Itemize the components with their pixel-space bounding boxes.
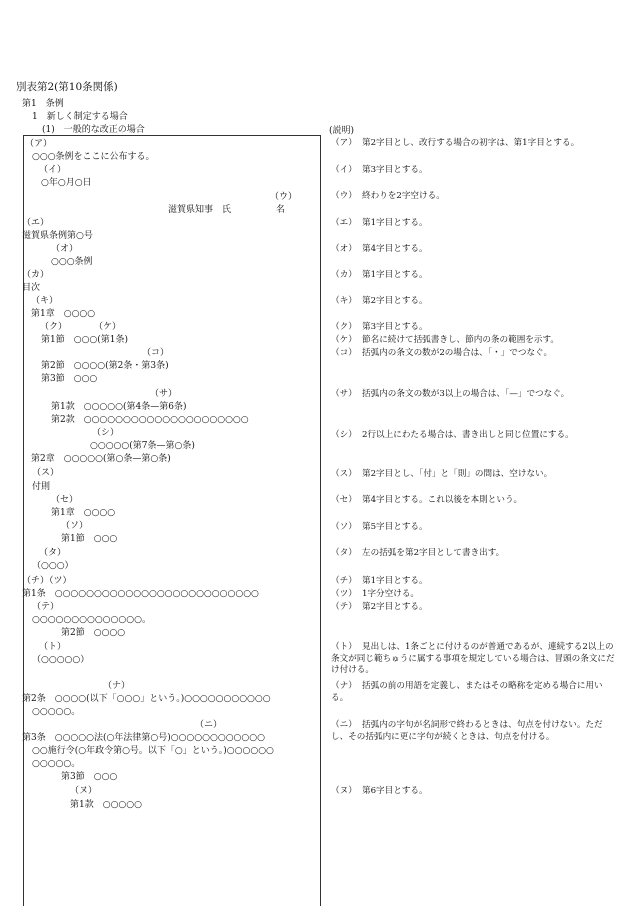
example-line: （○○○○○） xyxy=(32,655,90,665)
note-ni xyxy=(331,720,616,743)
note-shi xyxy=(331,430,616,442)
note-ka xyxy=(331,270,616,282)
note-mark: （ソ） xyxy=(331,522,357,532)
note-text: 第2字目とする。 xyxy=(362,602,428,612)
note-text: 第1字目とする。 xyxy=(362,218,428,228)
note-mark: （ト） xyxy=(331,642,357,652)
note-ta xyxy=(331,548,616,560)
note-to xyxy=(331,642,616,677)
note-u xyxy=(331,191,616,203)
note-text: 2行以上にわたる場合は、書き出しと同じ位置にする。 xyxy=(362,430,574,440)
example-line: （テ） xyxy=(32,602,60,612)
example-line: 第3節 ○○○ xyxy=(61,772,118,782)
note-chi xyxy=(331,576,616,588)
note-a xyxy=(331,138,616,150)
note-mark: （サ） xyxy=(331,389,357,399)
note-mark: （チ） xyxy=(331,576,357,586)
note-mark: （ニ） xyxy=(331,720,357,730)
note-mark: （カ） xyxy=(331,270,357,280)
note-tsu xyxy=(331,589,616,601)
example-line: （エ） xyxy=(22,218,50,228)
example-line: 第1条 ○○○○○○○○○○○○○○○○○○○○○○○○○○ xyxy=(22,589,259,599)
example-line: 第1節 ○○○(第1条) xyxy=(41,335,129,345)
note-text: 第3字目とする。 xyxy=(362,165,428,175)
example-line: ○○○条例をここに公布する。 xyxy=(32,152,155,162)
note-text: 第2字目とする。 xyxy=(362,296,428,306)
note-text: 第6字目とする。 xyxy=(362,786,428,796)
note-text: 第2字目とし、改行する場合の初字は、第1字目とする。 xyxy=(362,138,580,148)
example-line: 第2節 ○○○○ xyxy=(61,628,126,638)
note-text: 第1字目とする。 xyxy=(362,576,428,586)
note-mark: （イ） xyxy=(331,165,357,175)
note-mark: （ツ） xyxy=(331,589,357,599)
example-line: 第2章 ○○○○○(第○条—第○条) xyxy=(31,454,171,464)
note-sa xyxy=(331,389,616,401)
section-heading: 第1 条例 xyxy=(22,99,64,109)
note-mark: （エ） xyxy=(331,218,357,228)
example-line: （コ） xyxy=(142,348,170,358)
note-su xyxy=(331,469,616,481)
note-mark: （オ） xyxy=(331,244,357,254)
note-ku xyxy=(331,322,616,334)
note-ko xyxy=(331,348,616,360)
note-i xyxy=(331,165,616,177)
example-line: ○○○○○。 xyxy=(32,759,81,769)
note-se xyxy=(331,495,616,507)
example-line: （シ） xyxy=(92,428,120,438)
note-mark: （セ） xyxy=(331,495,357,505)
example-line: （タ） xyxy=(39,548,67,558)
note-nu xyxy=(331,786,616,798)
example-line: 第3節 ○○○ xyxy=(41,374,98,384)
note-na xyxy=(331,681,616,704)
example-line: 第2節 ○○○○(第2条・第3条) xyxy=(41,361,169,371)
note-mark: （テ） xyxy=(331,602,357,612)
example-line: 第1款 ○○○○○(第4条—第6条) xyxy=(51,402,187,412)
note-mark: （ス） xyxy=(331,469,357,479)
note-e xyxy=(331,218,616,230)
example-line: （サ） xyxy=(150,389,178,399)
note-text: 第3字目とする。 xyxy=(362,322,428,332)
example-line: （ヌ） xyxy=(70,786,98,796)
subsubsection-heading: (1) 一般的な改正の場合 xyxy=(42,125,145,135)
note-text: 第2字目とし、「付」と「則」の間は、空けない。 xyxy=(362,469,553,479)
example-line: ○○○○○。 xyxy=(32,707,81,717)
example-line: （ニ） xyxy=(195,720,223,730)
note-text: 括弧の前の用語を定義し、またはその略称を定める場合に用いる。 xyxy=(331,681,603,703)
note-mark: （ア） xyxy=(331,138,357,148)
example-line: （イ） xyxy=(39,165,67,175)
example-line: （ク） （ケ） xyxy=(40,322,122,332)
example-line: （チ）（ツ） xyxy=(22,576,72,586)
example-line: 第1章 ○○○○ xyxy=(51,508,116,518)
example-line: （セ） xyxy=(51,495,79,505)
example-line: ○年○月○日 xyxy=(41,178,92,188)
example-line: （○○○） xyxy=(32,561,74,571)
note-mark: （タ） xyxy=(331,548,357,558)
note-text: 左の括弧を第2字目として書き出す。 xyxy=(362,548,505,558)
example-line: （カ） xyxy=(22,270,50,280)
note-text: 終わりを2字空ける。 xyxy=(362,191,445,201)
example-line: ○○○条例 xyxy=(51,257,93,267)
note-text: 第1字目とする。 xyxy=(362,270,428,280)
example-line: （ス） xyxy=(32,468,60,478)
note-so xyxy=(331,522,616,534)
example-line: （ウ） xyxy=(270,192,298,202)
example-line: （ト） xyxy=(39,642,67,652)
example-line: 第3条 ○○○○○法(○年法律第○号)○○○○○○○○○○○○ xyxy=(22,733,265,743)
example-line: （ア） xyxy=(25,139,53,149)
note-text: 括弧内の条文の数が2の場合は、「・」でつなぐ。 xyxy=(362,348,553,358)
note-mark: （ヌ） xyxy=(331,786,357,796)
note-mark: （ウ） xyxy=(331,191,357,201)
example-line: （ソ） xyxy=(61,521,89,531)
example-line: ○○施行令(○年政令第○号。以下「○」という。)○○○○○○ xyxy=(32,746,274,756)
example-line: （オ） xyxy=(51,244,79,254)
example-line: （キ） xyxy=(31,296,59,306)
note-mark: （キ） xyxy=(331,296,357,306)
note-text: 1字分空ける。 xyxy=(362,589,420,599)
note-text: 第4字目とする。 xyxy=(362,244,428,254)
note-ke xyxy=(331,335,616,347)
example-line: （ナ） xyxy=(103,681,131,691)
note-text: 節名に続けて括弧書きし、節内の条の範囲を示す。 xyxy=(362,335,559,345)
note-text: 括弧内の字句が名詞形で終わるときは、句点を付けない。ただし、その括弧内に更に字句が続くときは、句点を付ける。 xyxy=(331,720,603,742)
note-text: 第4字目とする。これ以後を本則という。 xyxy=(362,495,523,505)
example-line: 付則 xyxy=(32,482,51,492)
example-line: ○○○○○(第7条—第○条) xyxy=(90,441,195,451)
example-line: 第1節 ○○○ xyxy=(61,534,118,544)
note-mark: （シ） xyxy=(331,430,357,440)
table-title: 別表第2(第10条関係) xyxy=(16,81,118,93)
example-line: 第1款 ○○○○○ xyxy=(70,800,142,810)
note-mark: （ク） xyxy=(331,322,357,332)
note-te xyxy=(331,602,616,614)
example-line: 第2款 ○○○○○○○○○○○○○○○○○○○○○ xyxy=(51,415,249,425)
note-mark: （ケ） xyxy=(331,335,357,345)
note-mark: （ナ） xyxy=(331,681,357,691)
note-text: 第5字目とする。 xyxy=(362,522,428,532)
note-o xyxy=(331,244,616,256)
note-ki xyxy=(331,296,616,308)
example-line: 滋賀県知事 氏 名 xyxy=(168,205,286,215)
subsection-heading: 1 新しく制定する場合 xyxy=(32,112,128,122)
example-line: 第1章 ○○○○ xyxy=(31,309,96,319)
note-text: 見出しは、1条ごとに付けるのが普通であるが、連続する2以上の条文が同じ範ちゅうに属する事項を規定している場合は、冒頭の条文にだけ付ける。 xyxy=(331,642,615,675)
example-line: 第2条 ○○○○(以下「○○○」という。)○○○○○○○○○○○ xyxy=(22,694,271,704)
example-line: ○○○○○○○○○○○○○○。 xyxy=(32,615,151,625)
note-text: 括弧内の条文の数が3以上の場合は、「—」でつなぐ。 xyxy=(362,389,570,399)
example-line: 目次 xyxy=(22,283,41,293)
example-line: 滋賀県条例第○号 xyxy=(22,231,93,241)
note-mark: （コ） xyxy=(331,348,357,358)
explanation-label: (説明) xyxy=(329,126,355,136)
